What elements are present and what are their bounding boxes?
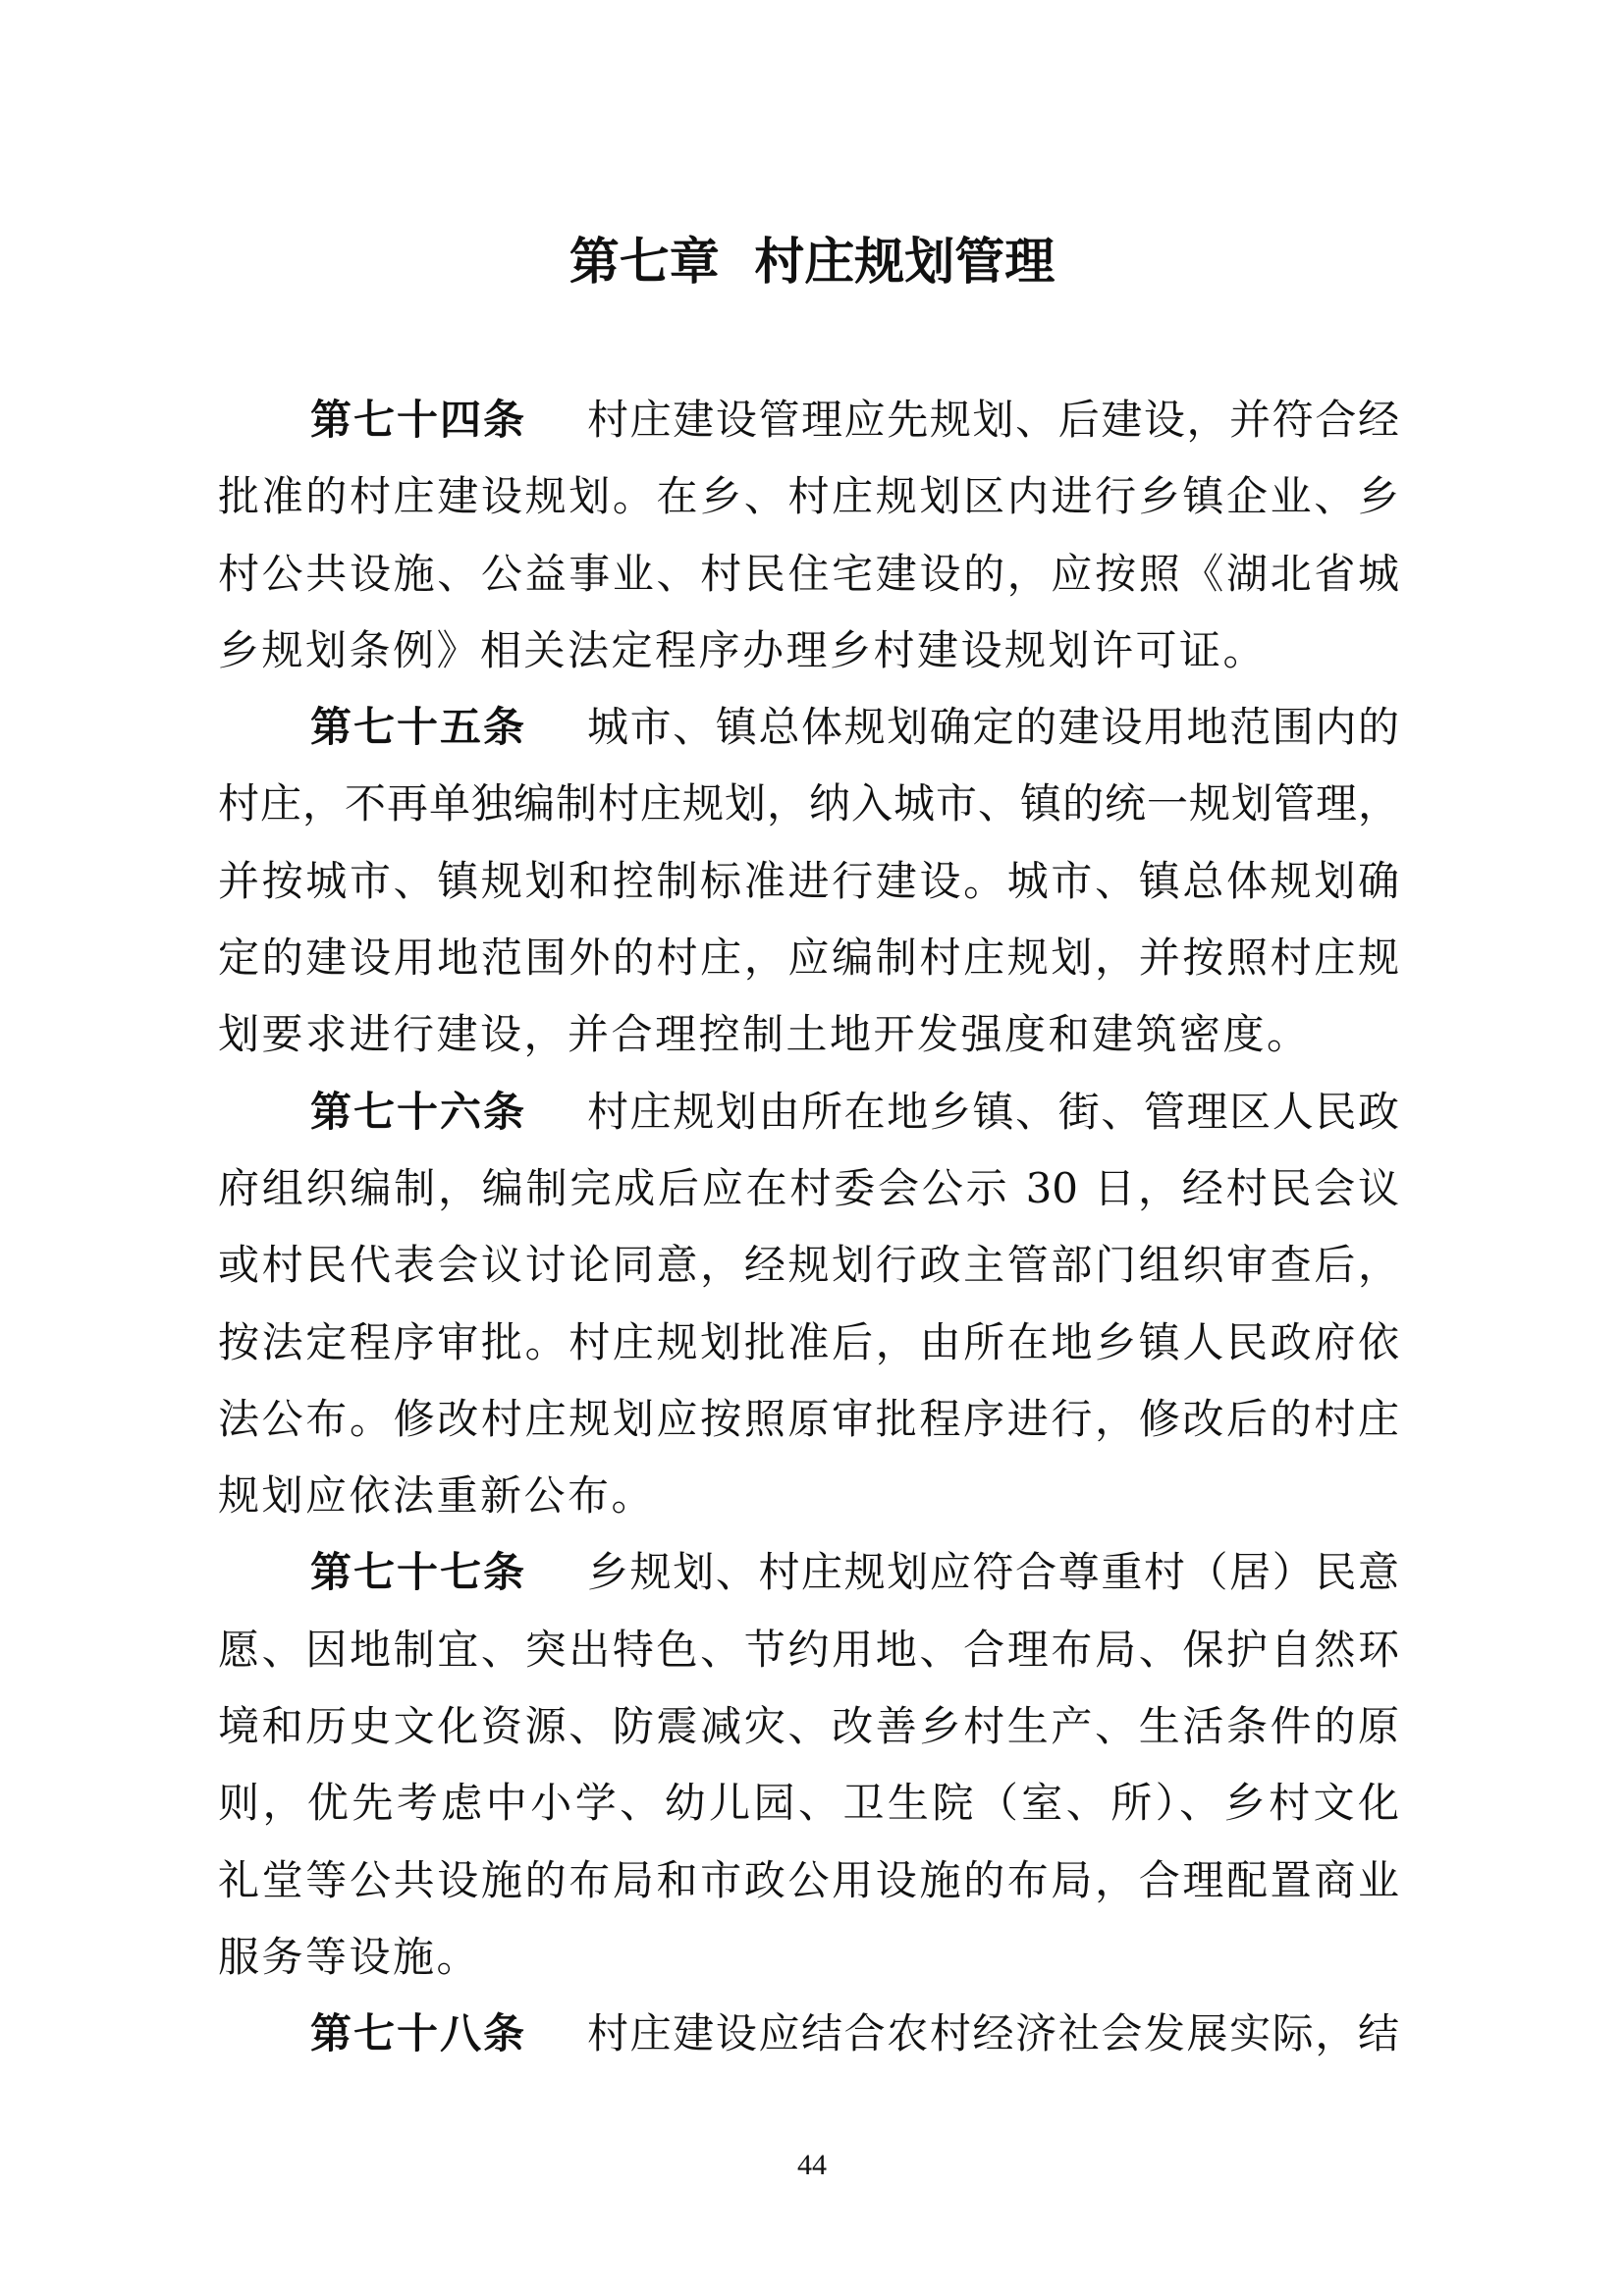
article-text: 村庄建设管理应先规划、后建设，并符合经: [587, 396, 1399, 444]
article-76: [218, 1074, 1399, 1535]
article-text-line: 定的建设用地范围外的村庄，应编制村庄规划，并按照村庄规: [218, 934, 1399, 983]
article-text: 城市、镇总体规划确定的建设用地范围内的: [587, 703, 1399, 752]
article-text-line: 法公布。修改村庄规划应按照原审批程序进行，修改后的村庄: [218, 1394, 1399, 1443]
article-label: 第七十五条: [310, 703, 524, 752]
article-first-line: [218, 689, 1399, 766]
page-number: 44: [797, 2149, 827, 2181]
chapter-title: 第七章 村庄规划管理: [568, 234, 1056, 292]
article-text-line: 或村民代表会议讨论同意，经规划行政主管部门组织审查后，: [218, 1241, 1399, 1290]
article-text-line: 境和历史文化资源、防震减灾、改善乡村生产、生活条件的原: [218, 1702, 1399, 1751]
article-text-line: 府组织编制，编制完成后应在村委会公示 30 日，经村民会议: [218, 1163, 1399, 1212]
article-text-line: 村庄，不再单独编制村庄规划，纳入城市、镇的统一规划管理，: [218, 779, 1399, 828]
article-label: 第七十六条: [310, 1087, 524, 1136]
article-text: 村庄建设应结合农村经济社会发展实际，结: [587, 2009, 1399, 2058]
article-first-line: [218, 382, 1399, 458]
article-text-line: 并按城市、镇规划和控制标准进行建设。城市、镇总体规划确: [218, 856, 1399, 905]
document-body: [218, 382, 1399, 2073]
article-75: [218, 689, 1399, 1073]
article-text-line: 服务等设施。: [218, 1932, 481, 1981]
article-text: 村庄规划由所在地乡镇、街、管理区人民政: [587, 1087, 1399, 1136]
article-text-line: 村公共设施、公益事业、村民住宅建设的，应按照《湖北省城: [218, 549, 1399, 598]
article-first-line: [218, 1996, 1399, 2072]
article-text: 乡规划、村庄规划应符合尊重村（居）民意: [587, 1548, 1399, 1597]
article-text-line: 批准的村庄建设规划。在乡、村庄规划区内进行乡镇企业、乡: [218, 472, 1399, 521]
article-text-line: 愿、因地制宜、突出特色、节约用地、合理布局、保护自然环: [218, 1625, 1399, 1674]
article-text-line: 乡规划条例》相关法定程序办理乡村建设规划许可证。: [218, 625, 1268, 674]
article-label: 第七十四条: [310, 396, 524, 444]
article-label: 第七十八条: [310, 2009, 524, 2058]
article-text-line: 规划应依法重新公布。: [218, 1471, 656, 1521]
article-77: [218, 1534, 1399, 1996]
article-78: [218, 1996, 1399, 2072]
article-first-line: [218, 1074, 1399, 1150]
article-label: 第七十七条: [310, 1548, 524, 1597]
article-first-line: [218, 1534, 1399, 1611]
article-74: [218, 382, 1399, 689]
article-text-line: 则，优先考虑中小学、幼儿园、卫生院（室、所）、乡村文化: [218, 1779, 1399, 1828]
article-text-line: 礼堂等公共设施的布局和市政公用设施的布局，合理配置商业: [218, 1855, 1399, 1904]
article-text-line: 按法定程序审批。村庄规划批准后，由所在地乡镇人民政府依: [218, 1317, 1399, 1366]
article-text-line: 划要求进行建设，并合理控制土地开发强度和建筑密度。: [218, 1010, 1311, 1059]
